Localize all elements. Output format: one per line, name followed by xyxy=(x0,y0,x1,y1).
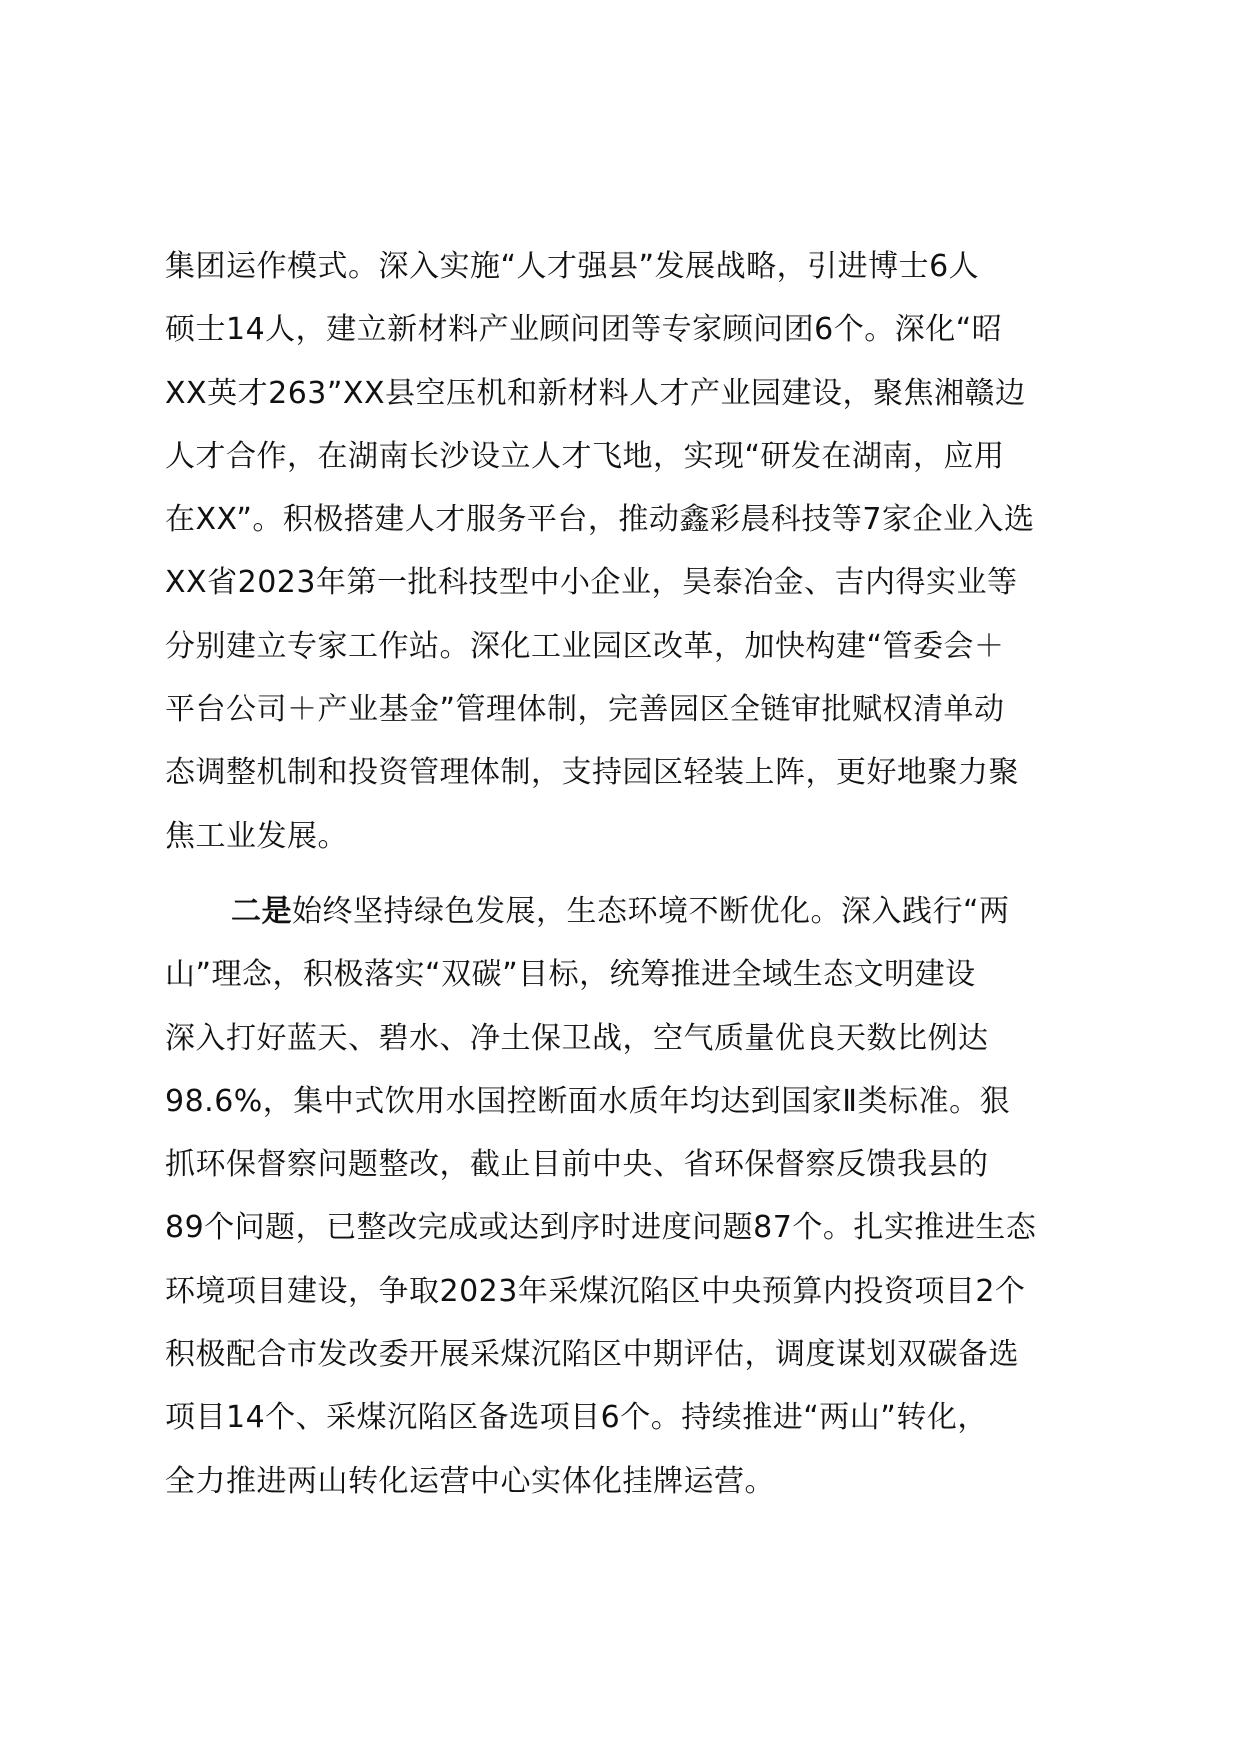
paragraph-line: XX英才263”XX县空压机和新材料人才产业园建设，聚焦湘赣边 xyxy=(165,375,1026,411)
paragraph-line-text: 始终坚持绿色发展，生态环境不断优化。深入践行“两 xyxy=(292,894,1010,929)
paragraph-line: 焦工业发展。 xyxy=(165,818,348,854)
paragraph-line: 态调整机制和投资管理体制，支持园区轻装上阵，更好地聚力聚 xyxy=(165,755,1019,791)
paragraph-line: 深入打好蓝天、碧水、净土保卫战，空气质量优良天数比例达 xyxy=(165,1020,989,1056)
paragraph-line: 人才合作，在湖南长沙设立人才飞地，实现“研发在湖南，应用 xyxy=(165,438,1005,474)
paragraph-lead-bold: 二是 xyxy=(231,894,292,929)
paragraph-line: 硕士14人，建立新材料产业顾问团等专家顾问团6个。深化“昭 xyxy=(165,312,1003,348)
paragraph-line: 分别建立专家工作站。深化工业园区改革，加快构建“管委会＋ xyxy=(165,628,1005,664)
paragraph-line: 环境项目建设，争取2023年采煤沉陷区中央预算内投资项目2个 xyxy=(165,1273,1026,1309)
paragraph-line: 抓环保督察问题整改，截止目前中央、省环保督察反馈我县的 xyxy=(165,1147,989,1183)
paragraph-talent-and-industrial-park xyxy=(165,235,1125,868)
paragraph-line: 98.6%，集中式饮用水国控断面水质年均达到国家Ⅱ类标准。狠 xyxy=(165,1083,1011,1119)
paragraph-green-development xyxy=(165,880,1125,1513)
paragraph-line: 项目14个、采煤沉陷区备选项目6个。持续推进“两山”转化， xyxy=(165,1400,988,1436)
paragraph-line: 89个问题，已整改完成或达到序时进度问题87个。扎实推进生态 xyxy=(165,1210,1037,1246)
paragraph-line: 山”理念，积极落实“双碳”目标，统筹推进全域生态文明建设 xyxy=(165,957,976,993)
paragraph-line: 全力推进两山转化运营中心实体化挂牌运营。 xyxy=(165,1463,775,1499)
paragraph-line: 积极配合市发改委开展采煤沉陷区中期评估，调度谋划双碳备选 xyxy=(165,1337,1019,1373)
paragraph-line: XX省2023年第一批科技型中小企业，昊泰冶金、吉内得实业等 xyxy=(165,565,1018,601)
paragraph-line: 在XX”。积极搭建人才服务平台，推动鑫彩晨科技等7家企业入选 xyxy=(165,502,1035,538)
paragraph-first-line xyxy=(165,880,1125,943)
paragraph-line: 集团运作模式。深入实施“人才强县”发展战略，引进博士6人 xyxy=(165,249,980,284)
paragraph-line: 平台公司＋产业基金”管理体制，完善园区全链审批赋权清单动 xyxy=(165,692,1005,728)
